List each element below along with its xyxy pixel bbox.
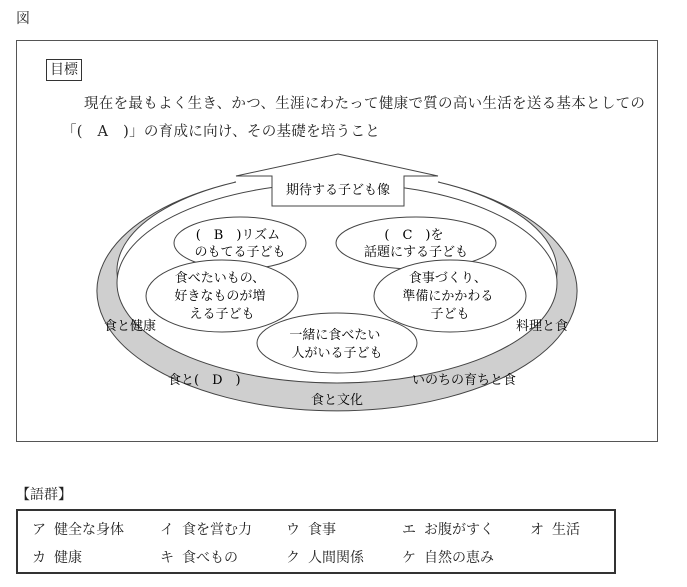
ring-label-bottom-right: いのちの育ちと食 — [412, 373, 517, 388]
ellipse-want-line1: 食べたいもの、 — [174, 271, 266, 286]
word-item-o — [530, 519, 580, 539]
word-text: お腹がすく — [424, 522, 494, 538]
word-item-ka — [32, 547, 82, 567]
word-item-u — [286, 519, 336, 539]
ellipse-cook-line3: 子ども — [430, 307, 470, 322]
ellipse-cook-line2: 準備にかかわる — [402, 289, 494, 304]
word-text: 健康 — [54, 550, 82, 566]
word-text: 食事 — [308, 522, 336, 538]
ellipse-want-line2: 好きなものが増 — [174, 289, 266, 304]
ring-label-left: 食と健康 — [104, 319, 157, 334]
word-item-ki — [160, 547, 238, 567]
word-bank-title: 【語群】 — [16, 487, 72, 503]
word-key: ク — [286, 550, 300, 566]
word-text: 食べもの — [182, 550, 238, 566]
ellipse-want-line3: える子ども — [189, 307, 255, 322]
word-text: 健全な身体 — [54, 522, 124, 538]
word-key: ウ — [286, 522, 300, 538]
ellipse-together — [257, 313, 417, 373]
ellipse-c-line2: 話題にする子ども — [363, 245, 469, 260]
word-key: イ — [160, 522, 174, 538]
word-key: キ — [160, 550, 174, 566]
arrow-label: 期待する子ども像 — [285, 183, 391, 198]
word-key: ア — [32, 522, 46, 538]
goal-tag: 目標 — [46, 59, 82, 81]
ring-label-bottom: 食と文化 — [310, 393, 364, 408]
word-text: 食を営む力 — [182, 522, 252, 538]
word-item-i — [160, 519, 252, 539]
figure-label: 図 — [16, 11, 30, 27]
goal-text-line1: 現在を最もよく生き、かつ、生涯にわたって健康で質の高い生活を送る基本としての — [84, 96, 646, 112]
word-item-ku — [286, 547, 364, 567]
ring-label-bottom-left: 食と( D ) — [168, 373, 241, 388]
ellipse-cook-line1: 食事づくり、 — [408, 271, 487, 286]
ellipse-c-line1: ( C )を — [384, 228, 444, 243]
word-text: 自然の恵み — [424, 550, 494, 566]
ellipse-together-line2: 人がいる子ども — [291, 346, 383, 361]
word-item-e — [402, 519, 494, 539]
word-key: オ — [530, 522, 544, 538]
goal-text-line2: 「( A )」の育成に向け、その基礎を培うこと — [62, 124, 381, 140]
word-text: 人間関係 — [308, 550, 364, 566]
word-key: カ — [32, 550, 46, 566]
word-item-a — [32, 519, 124, 539]
word-bank-box — [16, 509, 616, 574]
ellipse-b-line2: のもてる子ども — [194, 245, 286, 260]
word-key: エ — [402, 522, 416, 538]
ellipse-together-line1: 一緒に食べたい — [289, 328, 381, 343]
word-item-ke — [402, 547, 494, 567]
word-text: 生活 — [552, 522, 580, 538]
ellipse-b-line1: ( B )リズム — [195, 228, 281, 243]
ring-label-right: 料理と食 — [516, 319, 569, 334]
word-key: ケ — [402, 550, 416, 566]
